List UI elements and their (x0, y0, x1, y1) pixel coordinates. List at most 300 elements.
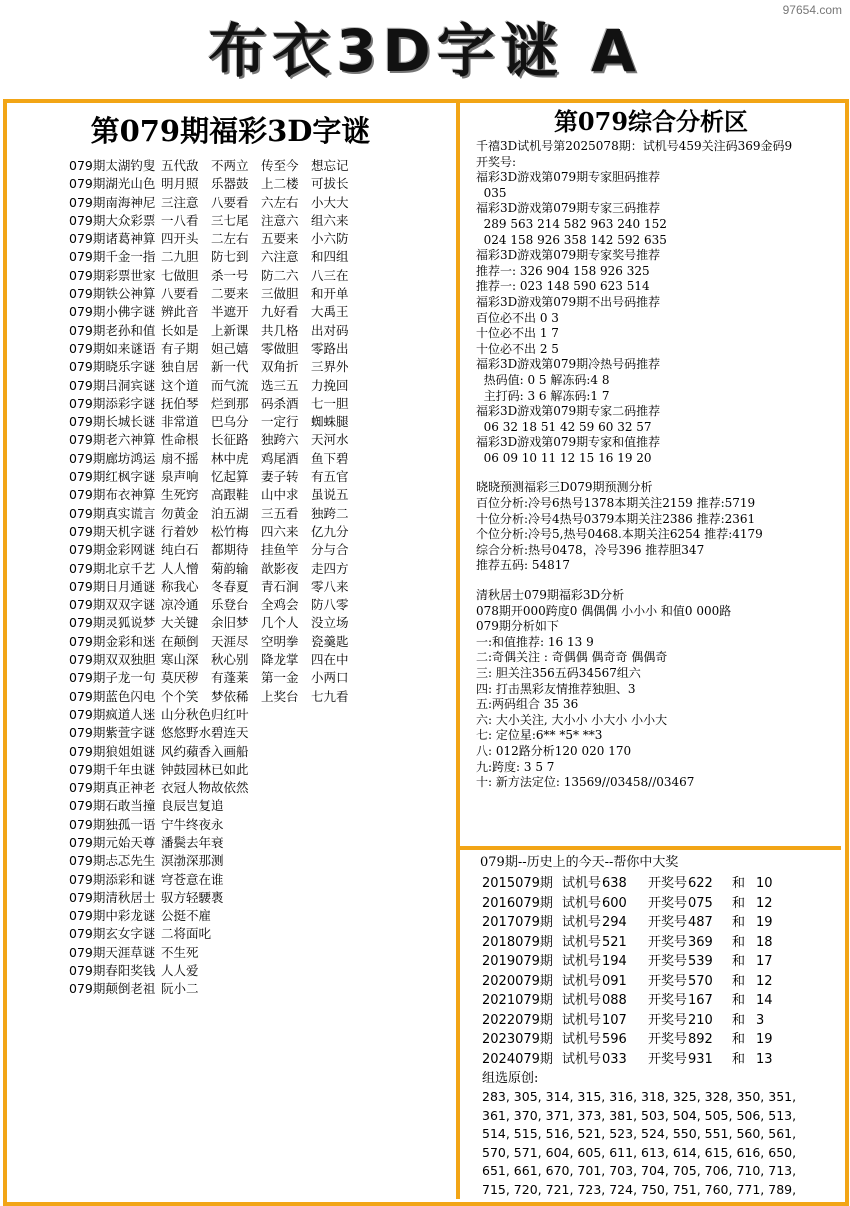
analysis-line: 热码值: 0 5 解冻码:4 8 (476, 372, 610, 387)
riddle-clue: 都期待 (211, 542, 249, 558)
combo-list (462, 1088, 840, 1198)
riddle-clue: 走四方 (311, 560, 349, 576)
riddle-row (69, 431, 454, 449)
history-sum-label: 和 (732, 876, 746, 891)
riddle-row (69, 706, 454, 724)
analysis-line: 289 563 214 582 963 240 152 (476, 216, 667, 231)
riddle-list (7, 157, 454, 999)
history-draw-number: 210 (688, 1012, 713, 1028)
riddle-row (69, 779, 454, 797)
riddle-clue: 四六来 (261, 523, 299, 539)
riddle-source: 079期老六神算 (69, 432, 156, 448)
riddle-source: 079期金彩和迷 (69, 633, 156, 649)
analysis-line: 035 (476, 185, 507, 200)
riddle-clue: 三做胆 (261, 286, 299, 302)
history-period: 2023079期 (482, 1032, 553, 1047)
analysis-line: 一:和值推荐: 16 13 9 (476, 634, 594, 649)
riddle-row (69, 743, 454, 761)
riddle-clue: 梦依稀 (211, 688, 249, 704)
riddle-clue: 蜘蛛腿 (311, 414, 349, 430)
riddle-clue: 这个道 (161, 377, 199, 393)
riddle-clue: 不两立 (211, 158, 249, 173)
analysis-line: 百位分析:冷号6热号1378本期关注2159 推荐:5719 (476, 496, 756, 511)
history-sum-value: 14 (756, 993, 773, 1008)
history-row (462, 1011, 840, 1031)
riddle-clue: 溟渤深那测 (161, 853, 224, 869)
riddle-clue: 五要来 (261, 231, 299, 247)
riddle-clue: 八要看 (161, 286, 199, 302)
riddle-row (69, 468, 454, 486)
riddle-clue: 鱼下碧 (311, 450, 349, 466)
riddle-clue: 巴乌分 (211, 414, 249, 430)
analysis-line: 六: 大小关注, 大小小 小大小 小小大 (476, 712, 668, 727)
riddle-row (69, 413, 454, 431)
riddle-clue: 小大大 (311, 194, 349, 210)
riddle-clue: 杀一号 (211, 267, 249, 283)
history-sum-label: 和 (732, 895, 746, 911)
riddle-clue: 钟鼓园林已如此 (161, 761, 249, 777)
riddle-row (69, 962, 454, 980)
history-sum-label: 和 (732, 993, 746, 1008)
riddle-clue: 八三在 (311, 267, 349, 283)
riddle-clue: 六注意 (261, 249, 299, 265)
history-period: 2017079期 (482, 915, 553, 930)
riddle-clue: 一八看 (161, 212, 199, 228)
history-sum-label: 和 (732, 973, 746, 989)
riddle-row (69, 724, 454, 742)
history-sum-value: 10 (756, 876, 773, 891)
history-test-number: 107 (602, 1012, 627, 1028)
history-test-label: 试机号 (562, 973, 602, 989)
history-row (462, 972, 840, 992)
history-period: 2019079期 (482, 954, 553, 969)
riddle-source: 079期独孤一语 (69, 816, 156, 832)
riddle-source: 079期红枫字谜 (69, 469, 156, 485)
history-draw-number: 622 (688, 876, 713, 891)
history-row (462, 933, 840, 953)
riddle-row (69, 395, 454, 413)
riddle-source: 079期元始天尊 (69, 834, 156, 850)
spacer (476, 574, 840, 588)
analysis-line: 078期开000跨度0 偶偶偶 小小小 和值0 000路 (476, 603, 732, 618)
riddle-clue: 在颠倒 (161, 633, 199, 649)
analysis-line: 06 09 10 11 12 15 16 19 20 (476, 450, 652, 465)
riddle-clue: 驭方轻騕褭 (161, 889, 224, 905)
riddle-clue: 零路出 (311, 340, 349, 356)
riddle-clue: 七九看 (311, 688, 349, 704)
riddle-clue: 大关键 (161, 615, 199, 631)
history-row (462, 874, 840, 894)
riddle-clue: 想忘记 (311, 158, 349, 173)
riddle-row (69, 175, 454, 193)
history-period: 2021079期 (482, 993, 553, 1008)
riddle-source: 079期日月通谜 (69, 578, 156, 594)
riddle-row (69, 907, 454, 925)
history-test-number: 194 (602, 954, 627, 969)
riddle-clue: 和开单 (311, 286, 349, 302)
riddle-clue: 上奖台 (261, 688, 299, 704)
riddle-clue: 菊韵输 (211, 560, 249, 576)
riddle-clue: 生死窍 (161, 487, 199, 503)
analysis-line: 百位必不出 0 3 (476, 310, 559, 325)
analysis-line: 福彩3D游戏第079期冷热号码推荐 (476, 357, 661, 372)
analysis-line: 推荐一: 326 904 158 926 325 (476, 263, 650, 278)
history-test-number: 033 (602, 1051, 627, 1067)
riddle-clue: 瓷羹匙 (311, 633, 349, 649)
riddle-clue: 衣冠人物故依然 (161, 780, 249, 796)
riddle-clue: 新一代 (211, 359, 249, 375)
history-test-number: 294 (602, 915, 627, 930)
riddle-source: 079期玄女字谜 (69, 926, 156, 942)
riddle-clue: 泉声响 (161, 469, 199, 485)
history-draw-number: 167 (688, 993, 713, 1008)
analysis-line: 十位必不出 1 7 (476, 326, 559, 341)
analysis-line: 四: 打击黑彩友情推荐独胆、3 (476, 681, 636, 696)
riddle-clue: 可拔长 (311, 176, 349, 192)
riddle-clue: 林中虎 (211, 450, 249, 466)
riddle-clue: 几个人 (261, 615, 299, 631)
analysis-line: 清秋居士079期福彩3D分析 (476, 588, 625, 603)
analysis-line: 福彩3D游戏第079期专家和值推荐 (476, 435, 661, 450)
riddle-clue: 烂到那 (211, 395, 249, 411)
riddle-row (69, 157, 454, 175)
riddle-clue: 乐器鼓 (211, 176, 249, 192)
riddle-clue: 非常道 (161, 414, 199, 430)
riddle-source: 079期灵狐说梦 (69, 615, 156, 631)
riddle-source: 079期添彩字谜 (69, 395, 156, 411)
riddle-clue: 力挽回 (311, 377, 349, 393)
analysis-line: 九:跨度: 3 5 7 (476, 759, 555, 774)
riddle-clue: 三七尾 (211, 212, 249, 228)
history-period: 2024079期 (482, 1051, 553, 1067)
combo-line: 715, 720, 721, 723, 724, 750, 751, 760, 771, 789, (482, 1181, 797, 1197)
riddle-row (69, 194, 454, 212)
analysis-line: 福彩3D游戏第079期专家奖号推荐 (476, 248, 661, 263)
riddle-clue: 行着妙 (161, 523, 199, 539)
history-sum-value: 12 (756, 973, 773, 989)
riddle-clue: 余旧梦 (211, 615, 249, 631)
riddle-clue: 个个笑 (161, 688, 199, 704)
site-watermark: 97654.com (782, 3, 842, 17)
riddle-source: 079期子龙一句 (69, 670, 156, 686)
riddle-source: 079期北京千艺 (69, 560, 156, 576)
analysis-line: 推荐五码: 54817 (476, 558, 571, 573)
riddle-clue: 虽说五 (311, 487, 349, 503)
riddle-clue: 潘鬓去年衰 (161, 834, 224, 850)
riddle-clue: 纯白石 (161, 542, 199, 558)
analysis-panel-title: 第079综合分析区 (553, 107, 749, 136)
analysis-block-expert (476, 139, 840, 466)
riddle-source: 079期疯道人迷 (69, 706, 156, 722)
riddle-clue: 风约蘋香入画船 (161, 743, 249, 759)
analysis-line: 二:奇偶关注 : 奇偶偶 偶奇奇 偶偶奇 (476, 650, 668, 665)
riddle-source: 079期蓝色闪电 (69, 688, 156, 704)
analysis-line: 晓晓预测福彩三D079期预测分析 (476, 480, 653, 495)
history-sum-value: 19 (756, 1032, 773, 1047)
riddle-source: 079期天机字谜 (69, 523, 156, 539)
vertical-divider (456, 99, 460, 1199)
riddle-row (69, 377, 454, 395)
riddle-row (69, 852, 454, 870)
riddle-clue: 冬春夏 (211, 578, 249, 594)
history-period: 2022079期 (482, 1012, 553, 1028)
history-table (462, 874, 840, 1069)
history-row (462, 894, 840, 914)
riddle-clue: 穹苍意在谁 (161, 871, 224, 887)
riddle-clue: 一定行 (261, 414, 299, 430)
riddle-clue: 有蓬莱 (211, 670, 249, 686)
riddle-clue: 六左右 (261, 194, 299, 210)
riddle-clue: 称我心 (161, 578, 199, 594)
riddle-clue: 零做胆 (261, 340, 299, 356)
riddle-clue: 三注意 (161, 194, 199, 210)
riddle-clue: 阮小二 (161, 981, 199, 997)
history-sum-label: 和 (732, 1051, 746, 1067)
riddle-row (69, 230, 454, 248)
riddle-source: 079期添彩和谜 (69, 871, 156, 887)
riddle-source: 079期彩票世家 (69, 267, 156, 283)
riddle-source: 079期紫萱字谜 (69, 725, 156, 741)
riddle-clue: 二将面叱 (161, 926, 212, 942)
riddle-source: 079期太湖钓叟 (69, 158, 156, 173)
riddle-clue: 泊五湖 (211, 505, 249, 521)
analysis-line: 06 32 18 51 42 59 60 32 57 (476, 419, 652, 434)
history-period: 2016079期 (482, 895, 553, 911)
riddle-source: 079期南海神尼 (69, 194, 156, 210)
analysis-line: 综合分析:热号0478，冷号396 推荐胆347 (476, 542, 705, 557)
riddle-source: 079期晓乐字谜 (69, 359, 156, 375)
combo-line: 651, 661, 670, 701, 703, 704, 705, 706, 710, 713, (482, 1163, 797, 1179)
riddle-source: 079期双双独胆 (69, 652, 156, 668)
analysis-line: 十: 新方法定位: 13569//03458//03467 (476, 775, 695, 790)
history-draw-label: 开奖号 (648, 973, 688, 989)
history-row (462, 1050, 840, 1070)
riddle-clue: 勿黄金 (161, 505, 199, 521)
riddle-row (69, 925, 454, 943)
history-test-number: 600 (602, 895, 627, 911)
combo-title: 组选原创: (482, 1071, 539, 1086)
riddle-clue: 性命根 (161, 432, 199, 448)
history-draw-label: 开奖号 (648, 993, 688, 1008)
history-draw-label: 开奖号 (648, 895, 688, 911)
riddle-clue: 二左右 (211, 231, 249, 247)
analysis-line: 福彩3D游戏第079期专家二码推荐 (476, 404, 661, 419)
riddle-clue: 防八零 (311, 597, 349, 613)
history-row (462, 952, 840, 972)
riddle-source: 079期真实谎言 (69, 505, 156, 521)
riddle-clue: 寒山深 (161, 652, 199, 668)
riddle-clue: 半遮开 (211, 304, 249, 320)
combo-line: 361, 370, 371, 373, 381, 503, 504, 505, 506, 513, (482, 1107, 797, 1123)
history-draw-number: 487 (688, 915, 713, 930)
riddle-source: 079期如来谜语 (69, 340, 156, 356)
history-test-label: 试机号 (562, 915, 602, 930)
riddle-source: 079期老孙和值 (69, 322, 156, 338)
riddle-clue: 辨此音 (161, 304, 199, 320)
analysis-line: 推荐一: 023 148 590 623 514 (476, 279, 650, 294)
riddle-clue: 和四组 (311, 249, 349, 265)
riddle-clue: 全鸡会 (261, 597, 299, 613)
riddle-source: 079期金彩网谜 (69, 542, 156, 558)
history-test-label: 试机号 (562, 993, 602, 1008)
history-period: 2020079期 (482, 973, 553, 989)
riddle-clue: 长征路 (211, 432, 249, 448)
history-title: 079期--历史上的今天--帮你中大奖 (480, 855, 679, 870)
riddle-clue: 四开头 (161, 231, 199, 247)
analysis-line: 开奖号: (476, 154, 517, 169)
combo-line: 514, 515, 516, 521, 523, 524, 550, 551, 560, 561, (482, 1126, 797, 1142)
analysis-line: 个位分析:冷号5,热号0468.本期关注6254 推荐:4179 (476, 527, 763, 542)
riddle-source: 079期长城长谜 (69, 414, 156, 430)
riddle-source: 079期湖光山色 (69, 176, 156, 192)
history-test-number: 088 (602, 993, 627, 1008)
riddle-row (69, 486, 454, 504)
history-test-number: 091 (602, 973, 627, 989)
riddle-clue: 独自居 (161, 359, 199, 375)
riddle-clue: 天河水 (311, 432, 349, 448)
riddle-row (69, 267, 454, 285)
history-draw-label: 开奖号 (648, 1032, 688, 1047)
riddle-clue: 抚伯琴 (161, 395, 199, 411)
history-draw-number: 075 (688, 895, 713, 911)
riddle-clue: 宁牛终夜永 (161, 816, 224, 832)
riddle-clue: 上二楼 (261, 176, 299, 192)
history-sum-label: 和 (732, 954, 746, 969)
riddle-source: 079期石敢当撞 (69, 798, 156, 814)
analysis-line: 十位分析:冷号4热号0379本期关注2386 推荐:2361 (476, 511, 756, 526)
riddle-row (69, 980, 454, 998)
history-test-label: 试机号 (562, 876, 602, 891)
history-draw-label: 开奖号 (648, 1051, 688, 1067)
riddle-source: 079期布衣神算 (69, 487, 156, 503)
analysis-line: 五:两码组合 35 36 (476, 697, 579, 712)
riddle-clue: 挂鱼竿 (261, 542, 299, 558)
riddle-clue: 而气流 (211, 377, 249, 393)
riddle-source: 079期大众彩票 (69, 212, 156, 228)
combo-line: 283, 305, 314, 315, 316, 318, 325, 328, 350, 351, (482, 1089, 797, 1104)
riddle-clue: 明月照 (161, 176, 199, 192)
riddle-clue: 亿九分 (311, 523, 349, 539)
riddle-row (69, 688, 454, 706)
riddle-source: 079期吕洞宾谜 (69, 377, 156, 393)
riddle-clue: 八要看 (211, 194, 249, 210)
history-draw-number: 539 (688, 954, 713, 969)
riddle-clue: 二要来 (211, 286, 249, 302)
riddle-clue: 防二六 (261, 267, 299, 283)
analysis-line: 福彩3D游戏第079期不出号码推荐 (476, 294, 661, 309)
analysis-block-qingqiu (476, 588, 840, 791)
riddle-clue: 选三五 (261, 377, 299, 393)
riddle-clue: 三界外 (311, 359, 349, 375)
history-sum-label: 和 (732, 1032, 746, 1047)
riddle-clue: 妲己嬉 (211, 340, 249, 356)
riddle-clue: 上新课 (211, 322, 249, 338)
riddle-row (69, 596, 454, 614)
history-period: 2018079期 (482, 934, 553, 950)
riddle-clue: 独跨六 (261, 432, 299, 448)
riddle-clue: 第一金 (261, 670, 299, 686)
riddle-source: 079期颠倒老祖 (69, 981, 156, 997)
history-draw-label: 开奖号 (648, 1012, 688, 1028)
riddle-row (69, 450, 454, 468)
riddle-row (69, 212, 454, 230)
history-sum-value: 17 (756, 954, 773, 969)
riddle-clue: 三五看 (261, 505, 299, 521)
riddle-source: 079期千年虫谜 (69, 761, 156, 777)
riddle-clue: 共几格 (261, 322, 299, 338)
riddle-source: 079期清秋居士 (69, 889, 156, 905)
history-draw-label: 开奖号 (648, 876, 688, 891)
banner-title: 布衣3D字谜 A (208, 17, 642, 85)
riddle-clue: 没立场 (311, 615, 349, 631)
riddle-source: 079期廊坊鸿运 (69, 450, 156, 466)
riddle-clue: 妻子转 (261, 469, 299, 485)
riddle-row (69, 541, 454, 559)
riddle-row (69, 816, 454, 834)
riddle-clue: 悠悠野水碧连天 (161, 725, 249, 741)
riddle-clue: 码杀酒 (261, 395, 299, 411)
riddle-source: 079期真正神老 (69, 780, 156, 796)
riddle-source: 079期忐忑先生 (69, 853, 156, 869)
history-period: 2015079期 (482, 876, 553, 891)
riddle-row (69, 285, 454, 303)
riddle-clue: 人人爱 (161, 963, 199, 979)
riddle-clue: 空明拳 (261, 633, 299, 649)
riddle-row (69, 248, 454, 266)
history-draw-label: 开奖号 (648, 934, 688, 950)
riddle-clue: 双角折 (261, 359, 299, 375)
analysis-line: 079期分析如下 (476, 619, 559, 634)
riddle-clue: 五代敌 (161, 158, 199, 173)
riddle-row (69, 614, 454, 632)
riddle-clue: 天涯尽 (211, 633, 249, 649)
history-sum-value: 12 (756, 895, 773, 911)
riddle-source: 079期狼姐姐谜 (69, 743, 156, 759)
history-row (462, 1030, 840, 1050)
riddle-row (69, 633, 454, 651)
riddle-row (69, 523, 454, 541)
riddle-clue: 山中求 (261, 487, 299, 503)
history-test-number: 521 (602, 934, 627, 950)
history-draw-label: 开奖号 (648, 915, 688, 930)
riddle-clue: 高跟鞋 (211, 487, 249, 503)
riddle-row (69, 505, 454, 523)
riddle-clue: 四在中 (311, 652, 349, 668)
riddle-row (69, 358, 454, 376)
riddle-clue: 九好看 (261, 304, 299, 320)
history-sum-value: 3 (756, 1012, 765, 1028)
riddle-row (69, 560, 454, 578)
riddle-source: 079期天涯草谜 (69, 944, 156, 960)
riddle-row (69, 871, 454, 889)
analysis-block-xiaoxiao (476, 480, 840, 574)
riddle-source: 079期中彩龙谜 (69, 908, 156, 924)
riddle-clue: 人人憎 (161, 560, 199, 576)
history-panel (462, 850, 840, 1198)
analysis-panel (462, 103, 840, 845)
riddle-clue: 有子期 (161, 340, 199, 356)
riddle-clue: 凉冷通 (161, 597, 199, 613)
riddle-row (69, 322, 454, 340)
history-test-number: 596 (602, 1032, 627, 1047)
history-draw-number: 570 (688, 973, 713, 989)
riddle-row (69, 834, 454, 852)
history-sum-label: 和 (732, 1012, 746, 1028)
analysis-line: 三: 胆关注356五码34567组六 (476, 666, 641, 680)
spacer (476, 466, 840, 480)
history-sum-value: 13 (756, 1051, 773, 1067)
history-test-label: 试机号 (562, 934, 602, 950)
